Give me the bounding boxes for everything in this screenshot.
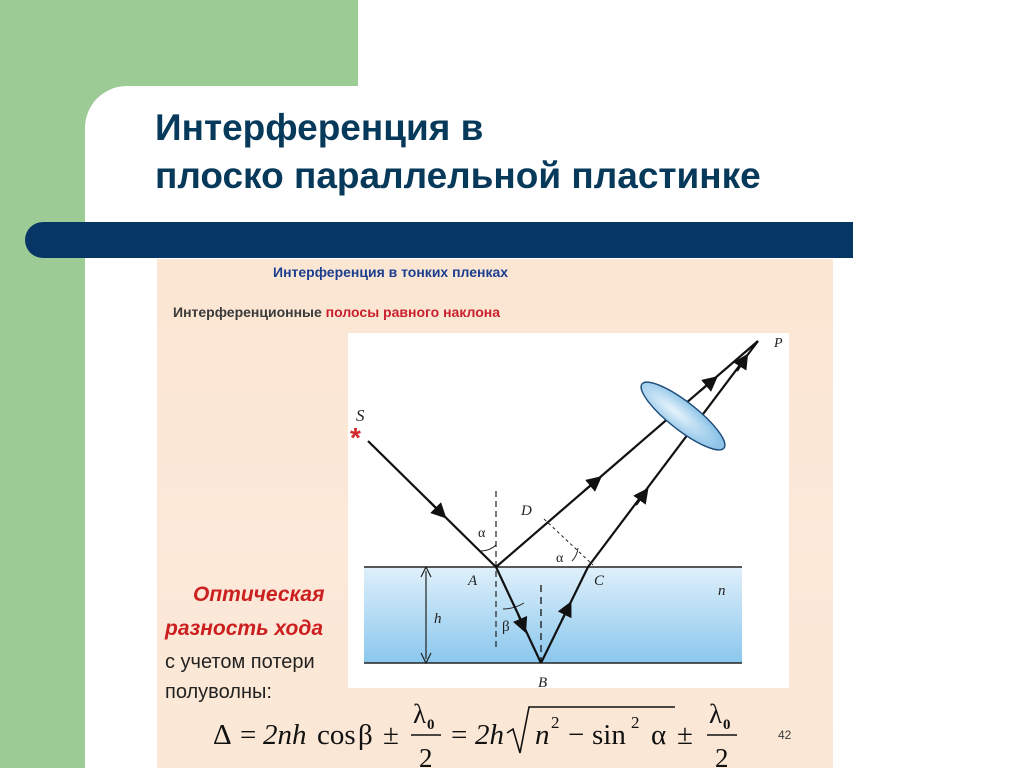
optical-path-label-1: Оптическая	[193, 583, 325, 606]
formula-beta: β	[358, 719, 373, 751]
subheading-red-text: полосы равного наклона	[325, 304, 501, 320]
formula-cos: cos	[317, 719, 356, 751]
formula-2nh: 2nh	[263, 719, 307, 751]
reflected-ray-a	[496, 341, 758, 567]
source-star-icon: *	[350, 422, 361, 453]
formula	[213, 695, 773, 768]
formula-alpha: α	[651, 719, 667, 751]
label-alpha-a: α	[478, 526, 486, 541]
formula-sin-exp: 2	[631, 713, 640, 732]
ray-diagram	[348, 333, 789, 688]
formula-sin: sin	[592, 719, 626, 751]
subheading-dark-text: Интерференционные	[173, 304, 322, 320]
emerging-ray-c	[588, 341, 758, 567]
loss-label-2: полуволны:	[165, 681, 272, 703]
slide-title	[155, 104, 761, 200]
label-a: A	[468, 573, 478, 589]
formula-pm-1: ±	[383, 719, 399, 751]
sqrt-sign	[507, 707, 675, 753]
formula-n: n	[535, 719, 550, 751]
formula-denominator-2: 2	[715, 743, 729, 768]
lens	[633, 373, 732, 459]
ray-diagram-svg	[348, 333, 789, 688]
navy-divider-bar	[25, 222, 853, 258]
formula-denominator-1: 2	[419, 743, 433, 768]
optical-path-label-2: разность хода	[165, 617, 324, 640]
page-number: 42	[778, 728, 792, 742]
formula-delta: Δ	[213, 719, 232, 751]
label-beta: β	[502, 619, 510, 635]
formula-lambda-sub-1: 0	[427, 717, 435, 733]
formula-eq-1: =	[240, 719, 257, 751]
formula-n-exp: 2	[551, 713, 560, 732]
label-s: S	[356, 406, 365, 425]
film-layer	[364, 567, 742, 663]
label-c: C	[594, 573, 605, 589]
label-b: B	[538, 675, 548, 688]
formula-lambda-sub-2: 0	[723, 717, 731, 733]
image-subheading	[173, 304, 500, 320]
formula-pm-2: ±	[677, 719, 693, 751]
label-h: h	[434, 611, 442, 627]
label-p: P	[774, 336, 783, 351]
dc-perpendicular	[544, 519, 593, 565]
loss-label-1: с учетом потери	[165, 651, 315, 673]
label-alpha-c: α	[556, 551, 564, 566]
formula-lambda-1: λ	[413, 699, 427, 729]
formula-2h: 2h	[475, 719, 504, 751]
title-line-2: плоско параллельной пластинке	[155, 155, 761, 196]
formula-lambda-2: λ	[709, 699, 723, 729]
label-n: n	[718, 583, 726, 599]
formula-minus: −	[568, 719, 585, 751]
formula-eq-2: =	[451, 719, 468, 751]
image-heading: Интерференция в тонких пленках	[273, 264, 509, 280]
diagram-image	[157, 259, 833, 768]
label-d: D	[521, 503, 532, 519]
title-line-1: Интерференция в	[155, 107, 484, 148]
